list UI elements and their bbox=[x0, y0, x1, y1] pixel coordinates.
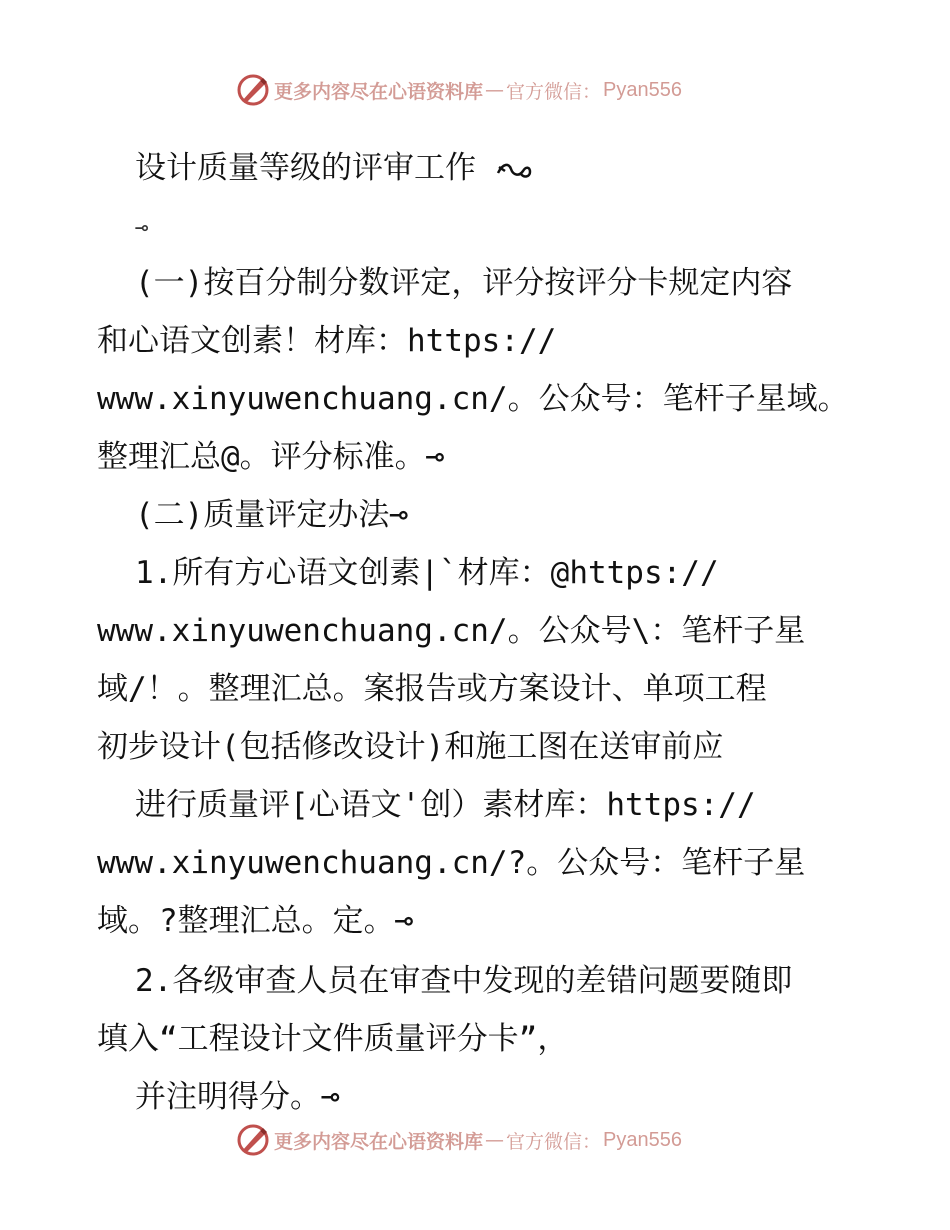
decorative-knot-icon bbox=[495, 159, 533, 181]
doc-line: 整理汇总@。评分标准。⊸ bbox=[97, 439, 445, 475]
banner-wechat-label: 官方微信： bbox=[506, 80, 602, 103]
doc-line bbox=[135, 205, 148, 245]
doc-line: www.xinyuwenchuang.cn/?。公众号：笔杆子星 bbox=[97, 845, 806, 881]
header-banner bbox=[236, 72, 682, 108]
banner-wechat-id: Pyan556 bbox=[603, 1128, 682, 1151]
doc-line-text: 设计质量等级的评审工作 bbox=[135, 150, 476, 186]
doc-line: www.xinyuwenchuang.cn/。公众号：笔杆子星域。 bbox=[97, 381, 849, 417]
footer-banner bbox=[236, 1122, 682, 1158]
doc-line: (一)按百分制分数评定，评分按评分卡规定内容 bbox=[135, 265, 793, 301]
doc-line: 2.各级审查人员在审查中发现的差错问题要随即 bbox=[135, 963, 793, 999]
pen-logo-icon bbox=[236, 73, 270, 107]
doc-line: 和心语文创素！材库：https:// bbox=[97, 323, 557, 359]
banner-separator: — bbox=[485, 1129, 505, 1151]
banner-slogan: 更多内容尽在心语资料库 bbox=[274, 80, 484, 103]
pen-logo-icon bbox=[236, 1123, 270, 1157]
doc-line: (二)质量评定办法⊸ bbox=[135, 497, 408, 533]
doc-line: 1.所有方心语文创素|`材库：@https:// bbox=[135, 555, 719, 591]
paragraph-mark: ⊸ bbox=[135, 216, 149, 241]
banner-separator: — bbox=[485, 79, 505, 101]
doc-line bbox=[135, 148, 533, 188]
doc-line: 填入“工程设计文件质量评分卡”， bbox=[97, 1021, 569, 1057]
banner-slogan: 更多内容尽在心语资料库 bbox=[274, 1130, 484, 1153]
doc-line: 域/！。整理汇总。案报告或方案设计、单项工程 bbox=[97, 671, 767, 707]
doc-line: 初步设计(包括修改设计)和施工图在送审前应 bbox=[97, 729, 724, 765]
banner-wechat-id: Pyan556 bbox=[603, 78, 682, 101]
banner-wechat-label: 官方微信： bbox=[506, 1130, 602, 1153]
doc-line: 域。?整理汇总。定。⊸ bbox=[97, 903, 414, 939]
doc-line: 并注明得分。⊸ bbox=[135, 1079, 340, 1115]
doc-line: www.xinyuwenchuang.cn/。公众号\：笔杆子星 bbox=[97, 613, 806, 649]
doc-line: 进行质量评[心语文'创）素材库：https:// bbox=[135, 787, 756, 823]
